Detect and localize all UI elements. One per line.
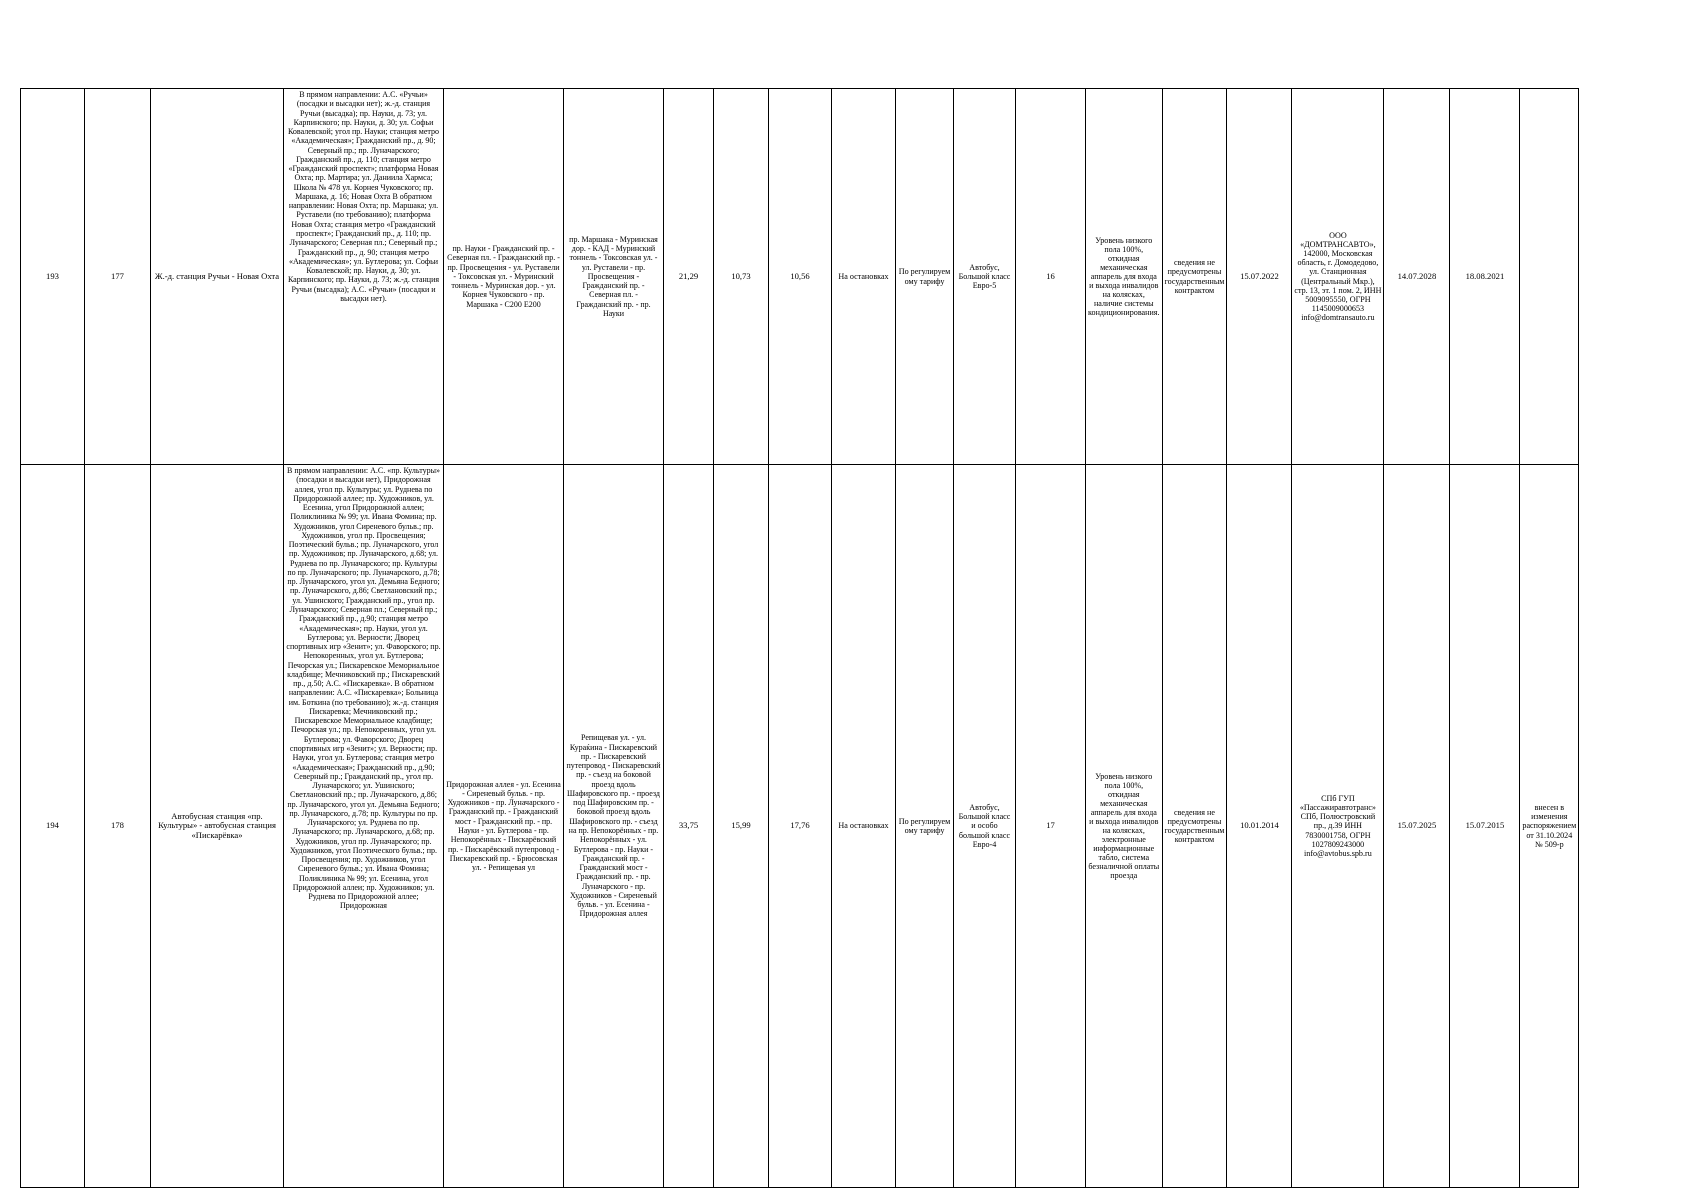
tariff-type: По регулируем ому тарифу: [896, 465, 954, 1188]
route-number: 177: [85, 89, 151, 465]
row-number: 194: [21, 465, 85, 1188]
route-number: 178: [85, 465, 151, 1188]
contract-info: сведения не предусмотрены государственным контрактом: [1162, 465, 1227, 1188]
tariff-type: По регулируем ому тарифу: [896, 89, 954, 465]
carrier-info: СПб ГУП «Пассажиравтотранс» СПб, Полюстровский пр., д.39 ИНН 7830001758, ОГРН 1027809243000 info@avtobus.spb.ru: [1292, 465, 1384, 1188]
route-name: Автобусная станция «пр. Культуры» - автобусная станция «Пискарёвка»: [151, 465, 284, 1188]
streets-backward: пр. Маршака - Муринская дор. - КАД - Муринский тоннель - Токсовская ул. - ул. Руставели - пр. Просвещения - Гражданский пр. - Северная пл. - Гражданский пр. - пр. Науки: [564, 89, 664, 465]
vehicle-class: Автобус, Большой класс Евро-5: [954, 89, 1016, 465]
length-backward: 10,56: [769, 89, 832, 465]
start-date: 15.07.2022: [1227, 89, 1292, 465]
streets-forward: Придорожная аллея - ул. Есенина - Сиреневый бульв. - пр. Художников - пр. Луначарского - Гражданский пр. - Гражданский мост - Гражданский пр. - пр. Науки - ул. Бутлерова - пр. Непокорённых - Пискарёвский пр. - Пискарёвский путепровод - Пискаревский пр. - Брюсовская ул. - Репищевая ул: [444, 465, 564, 1188]
registry-sheet: [20, 88, 1579, 1188]
vehicle-count: 16: [1016, 89, 1086, 465]
table-row: [21, 89, 1579, 465]
contract-info: сведения не предусмотрены государственным контрактом: [1162, 89, 1227, 465]
length-backward: 17,76: [769, 465, 832, 1188]
notes: внесен в изменения распоряжением от 31.10.2024 № 509-р: [1520, 465, 1579, 1188]
length-total: 21,29: [664, 89, 714, 465]
end-date: 14.07.2028: [1384, 89, 1450, 465]
length-total: 33,75: [664, 465, 714, 1188]
carrier-info: ООО «ДОМТРАНСАВТО», 142000, Московская область, г. Домодедово, ул. Станционная (Центральный Мкр.), стр. 13, эт. 1 пом. 2, ИНН 5009095550, ОГРН 1145009000653 info@domtransauto.ru: [1292, 89, 1384, 465]
row-number: 193: [21, 89, 85, 465]
route-name: Ж.-д. станция Ручьи - Новая Охта: [151, 89, 284, 465]
vehicle-features: Уровень низкого пола 100%, откидная механическая аппарель для входа и выхода инвалидов на колясках, наличие системы кондиционирования.: [1086, 89, 1163, 465]
registration-date: 18.08.2021: [1450, 89, 1520, 465]
start-date: 10.01.2014: [1227, 465, 1292, 1188]
streets-backward: Репищевая ул. - ул. Кураќина - Пискаревский пр. - Пискаревский путепровод - Пискаревский пр. - съезд на боковой проезд вдоль Шафировского пр. - проезд под Шафировским пр. - боковой проезд вдоль Шафировского пр. - съезд на пр. Непокорённых - пр. Непокорённых - ул. Бутлерова - пр. Науки - Гражданский пр. - Гражданский мост - Гражданский пр. - пр. Луначарского - пр. Художников - Сиреневый бульв. - ул. Есенина - Придорожная аллея: [564, 465, 664, 1188]
notes: [1520, 89, 1579, 465]
streets-forward: пр. Науки - Гражданский пр. - Северная пл. - Гражданский пр. - пр. Просвещения - ул. Руставели - Токсовская ул. - Муринский тоннель - Муринская дор. - ул. Корнея Чуковского - пр. Маршака - С200 Е200: [444, 89, 564, 465]
vehicle-features: Уровень низкого пола 100%, откидная механическая аппарель для входа и выхода инвалидов на колясках, электронные информационные табло, система безналичной оплаты проезда: [1086, 465, 1163, 1188]
route-stops: В прямом направлении: А.С. «пр. Культуры» (посадки и высадки нет), Придорожная аллея, угол пр. Культуры; ул. Руднева по Придорожной аллее; пр. Художников, ул. Есенина, угол Придорожной аллеи; Поликлиника № 99; ул. Ивана Фомина; пр. Художников, угол Сиреневого бульв.; пр. Художников, угол пр. Просвещения; Поэтический бульв.; пр. Луначарского, угол пр. Художников; пр. Луначарского, д.68; ул. Руднева по пр. Луначарского; пр. Культуры по пр. Луначарского; пр. Луначарского, д.78; пр. Луначарского, угол ул. Демьяна Бедного; пр. Луначарского, д.86; Светлановский пр.; ул. Ушинского; Гражданский пр., угол пр. Луначарского; Северная пл.; Северный пр.; Гражданский пр., д.90; станция метро «Академическая»; пр. Науки, угол ул. Бутлерова; ул. Верности; Дворец спортивных игр «Зенит»; ул. Фаворского; пр. Непокоренных, угол ул. Бутлерова; Печорская ул.; Пискаревское Мемориальное кладбище; Мечниковский пр.; Пискаревский пр., д.50; А.С. «Пискаревка». В обратном направлении: А.С. «Пискаревка»; Больница им. Боткина (по требованию); ж.-д. станция Пискаревка; Мечниковский пр.; Пискаревское Мемориальное кладбище; Печорская ул.; пр. Непокоренных, угол ул. Бутлерова; ул. Фаворского; Дворец спортивных игр «Зенит»; ул. Верности; пр. Науки, угол ул. Бутлерова; станция метро «Академическая»; Гражданский пр., д.90; Северный пр.; Гражданский пр., угол пр. Луначарского; ул. Ушинского; Светлановский пр.; пр. Луначарского, д.86; пр. Луначарского, угол ул. Демьяна Бедного; пр. Луначарского, д.78; пр. Культуры по пр. Луначарского; ул. Руднева по пр. Луначарского; пр. Луначарского, д.68; пр. Художников, угол пр. Луначарского; пр. Художников, угол Поэтического бульв.; пр. Просвещения; пр. Художников, угол Сиреневого бульв.; ул. Ивана Фомина; Поликлиника № 99; ул. Есенина, угол Придорожной аллеи; пр. Художников; ул. Руднева по Придорожной аллее; Придорожная: [284, 465, 444, 1188]
registration-date: 15.07.2015: [1450, 465, 1520, 1188]
end-date: 15.07.2025: [1384, 465, 1450, 1188]
vehicle-class: Автобус, Большой класс и особо большой класс Евро-4: [954, 465, 1016, 1188]
length-forward: 15,99: [714, 465, 769, 1188]
boarding-order: На остановках: [832, 89, 896, 465]
boarding-order: На остановках: [832, 465, 896, 1188]
vehicle-count: 17: [1016, 465, 1086, 1188]
route-registry-table: [20, 88, 1579, 1188]
table-row: [21, 465, 1579, 1188]
length-forward: 10,73: [714, 89, 769, 465]
route-stops: В прямом направлении: А.С. «Ручьи» (посадки и высадки нет); ж.-д. станция Ручьи (высадка); пр. Науки, д. 73; ул. Карпинского; пр. Науки, д. 30; ул. Софьи Ковалевской; угол пр. Науки; станция метро «Академическая»; Гражданский пр., д. 90; Северный пр.; пр. Луначарского; Гражданский пр., д. 110; станция метро «Гражданский проспект»; платформа Новая Охта; пр. Мартира; ул. Даниила Хармса; Школа № 478 ул. Корнея Чуковского; пр. Маршака, д. 16; Новая Охта В обратном направлении: Новая Охта; пр. Маршака; ул. Руставели (по требованию); платформа Новая Охта; станция метро «Гражданский проспект»; Гражданский пр., д. 110; пр. Луначарского; Северная пл.; Северный пр.; Гражданский пр., д. 90; станция метро «Академическая»; ул. Бутлерова; ул. Софьи Ковалевской; пр. Науки, д. 30; ул. Карпинского; пр. Науки, д. 73; ж.-д. станция Ручьи (высадка); А.С. «Ручьи» (посадки и высадки нет).: [284, 89, 444, 465]
